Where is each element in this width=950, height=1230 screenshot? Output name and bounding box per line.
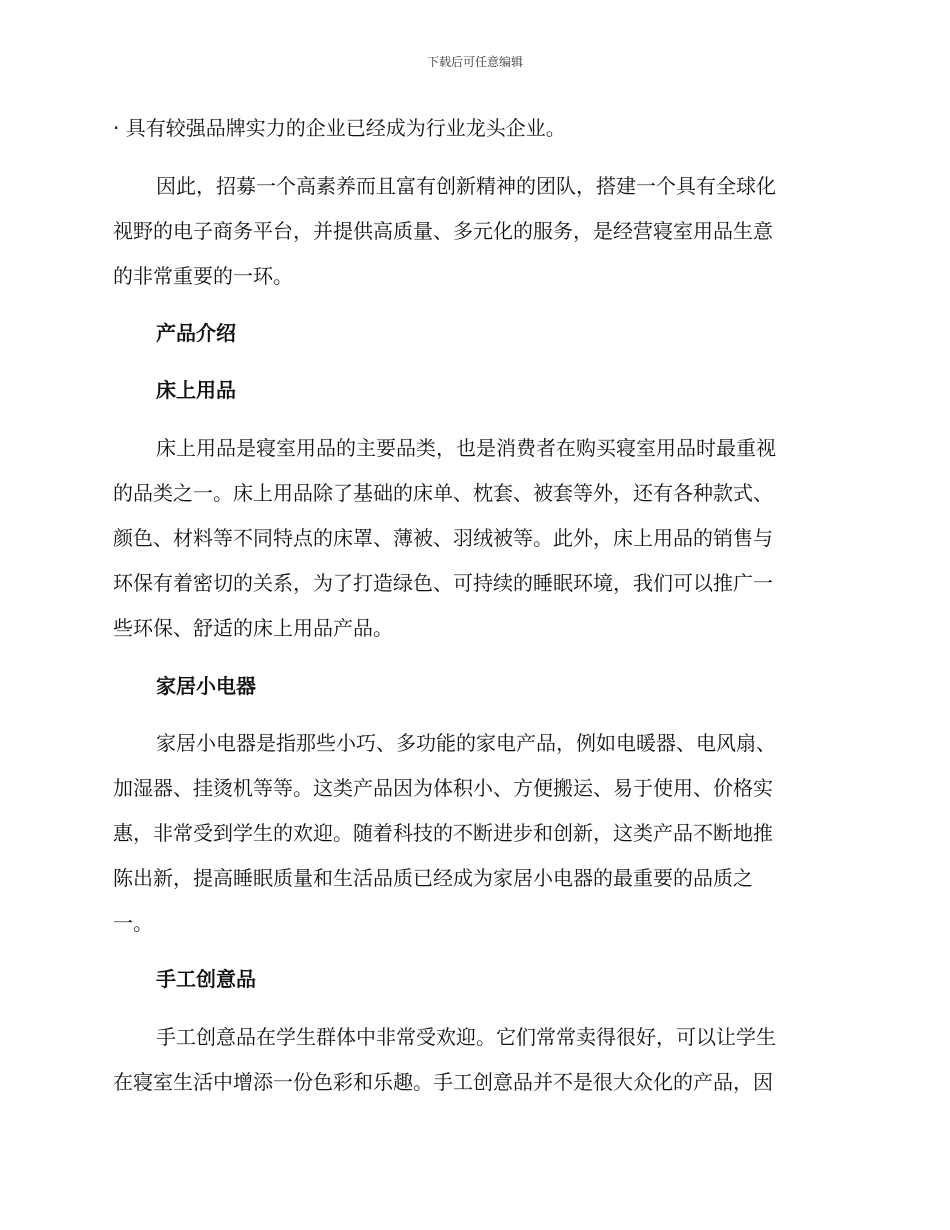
crafts-paragraph <box>113 1015 831 1105</box>
paragraph-line: 床上用品是寝室用品的主要品类，也是消费者在购买寝室用品时最重视 <box>156 436 776 460</box>
appliances-heading: 家居小电器 <box>156 674 256 698</box>
crafts-heading: 手工创意品 <box>156 967 256 991</box>
paragraph-line: 手工创意品在学生群体中非常受欢迎。它们常常卖得很好，可以让学生 <box>156 1025 776 1049</box>
bedding-paragraph <box>113 426 831 651</box>
intro-paragraph <box>113 164 831 299</box>
bedding-heading: 床上用品 <box>156 378 236 402</box>
appliances-paragraph <box>113 721 831 946</box>
paragraph-line: 家居小电器是指那些小巧、多功能的家电产品，例如电暖器、电风扇、 <box>156 731 776 755</box>
section-title: 产品介绍 <box>156 321 236 345</box>
paragraph-line: 的非常重要的一环。 <box>113 264 293 288</box>
paragraph-line: 加湿器、挂烫机等等。这类产品因为体积小、方便搬运、易于使用、价格实 <box>113 776 773 800</box>
paragraph-line: 在寝室生活中增添一份色彩和乐趣。手工创意品并不是很大众化的产品，因 <box>113 1070 773 1094</box>
paragraph-line: 惠，非常受到学生的欢迎。随着科技的不断进步和创新，这类产品不断地推 <box>113 821 773 845</box>
paragraph-line: 一。 <box>113 911 153 935</box>
page-header: 下载后可任意编辑 <box>426 55 523 69</box>
paragraph-line: 环保有着密切的关系，为了打造绿色、可持续的睡眠环境，我们可以推广一 <box>113 571 773 595</box>
bullet-item: · 具有较强品牌实力的企业已经成为行业龙头企业。 <box>113 116 566 140</box>
paragraph-line: 颜色、材料等不同特点的床罩、薄被、羽绒被等。此外，床上用品的销售与 <box>113 526 773 550</box>
paragraph-line: 些环保、舒适的床上用品产品。 <box>113 616 393 640</box>
paragraph-line: 的品类之一。床上用品除了基础的床单、枕套、被套等外，还有各种款式、 <box>113 481 773 505</box>
paragraph-line: 视野的电子商务平台，并提供高质量、多元化的服务，是经营寝室用品生意 <box>113 219 773 243</box>
paragraph-line: 陈出新，提高睡眠质量和生活品质已经成为家居小电器的最重要的品质之 <box>113 866 753 890</box>
paragraph-line: 因此，招募一个高素养而且富有创新精神的团队，搭建一个具有全球化 <box>156 174 776 198</box>
